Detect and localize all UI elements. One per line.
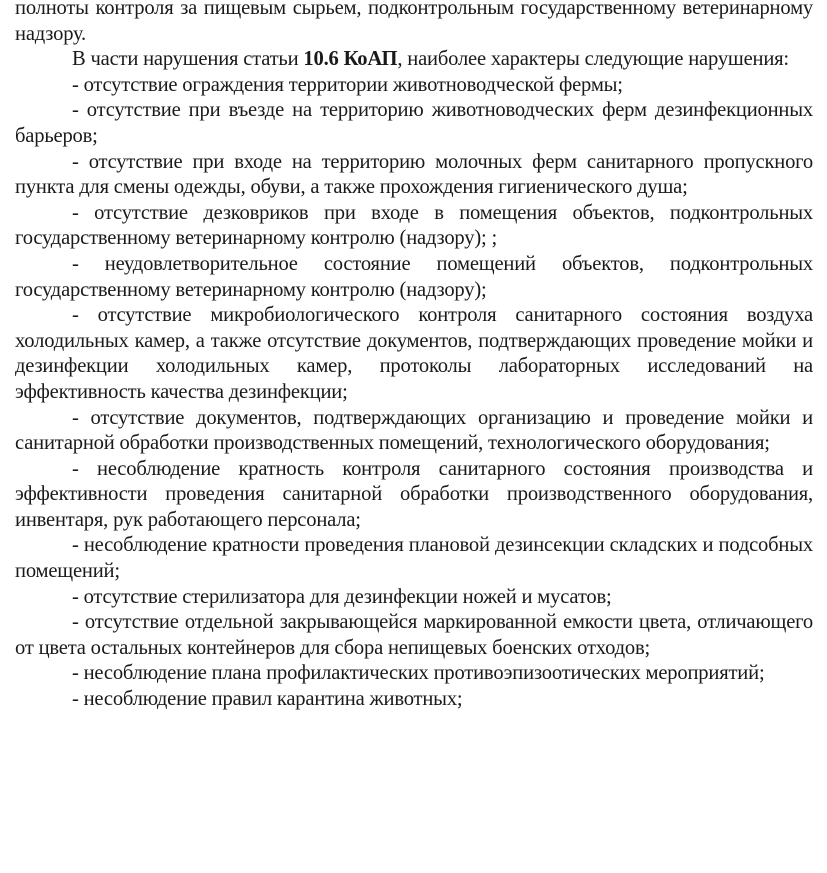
intro-text-before: В части нарушения статьи	[72, 48, 304, 71]
violation-item: - неудовлетворительное состояние помещений объектов, подконтрольных государственному ветеринарному контролю (надзору);	[15, 252, 813, 301]
intro-text-after: , наиболее характеры следующие нарушения:	[397, 48, 789, 71]
violation-item: - отсутствие ограждения территории животноводческой фермы;	[72, 73, 623, 96]
article-reference: 10.6 КоАП	[303, 48, 398, 71]
violation-item: - несоблюдение кратности проведения плановой дезинсекции складских и подсобных помещений;	[15, 534, 813, 583]
violation-item: - несоблюдение правил карантина животных;	[72, 688, 463, 711]
continuation-paragraph: полноты контроля за пищевым сырьем, подконтрольным государственному ветеринарному надзору.	[15, 0, 813, 45]
violations-list	[15, 73, 813, 713]
violation-item: - отсутствие при входе на территорию молочных ферм санитарного пропускного пункта для смены одежды, обуви, а также прохождения гигиенического душа;	[15, 150, 813, 199]
violation-item: - несоблюдение кратность контроля санитарного состояния производства и эффективности проведения санитарной обработки производственного оборудования, инвентаря, рук работающего персонала;	[15, 457, 813, 531]
violation-item: - отсутствие отдельной закрывающейся маркированной емкости цвета, отличающего от цвета остальных контейнеров для сбора непищевых боенских отходов;	[15, 611, 813, 659]
violation-item: - несоблюдение плана профилактических противоэпизоотических мероприятий;	[72, 662, 765, 685]
violation-item: - отсутствие микробиологического контроля санитарного состояния воздуха холодильных камер, а также отсутствие документов, подтверждающих проведение мойки и дезинфекции холодильных камер, протоколы лабораторных исследований на эффективность качества дезинфекции;	[15, 304, 813, 403]
violation-item: - отсутствие при въезде на территорию животноводческих ферм дезинфекционных барьеров;	[15, 99, 813, 147]
violation-item: - отсутствие дезковриков при входе в помещения объектов, подконтрольных государственному ветеринарному контролю (надзору); ;	[15, 201, 813, 250]
violation-item: - отсутствие стерилизатора для дезинфекции ножей и мусатов;	[72, 585, 612, 608]
intro-paragraph	[15, 47, 813, 73]
violation-item: - отсутствие документов, подтверждающих организацию и проведение мойки и санитарной обработки производственных помещений, технологического оборудования;	[15, 406, 813, 455]
